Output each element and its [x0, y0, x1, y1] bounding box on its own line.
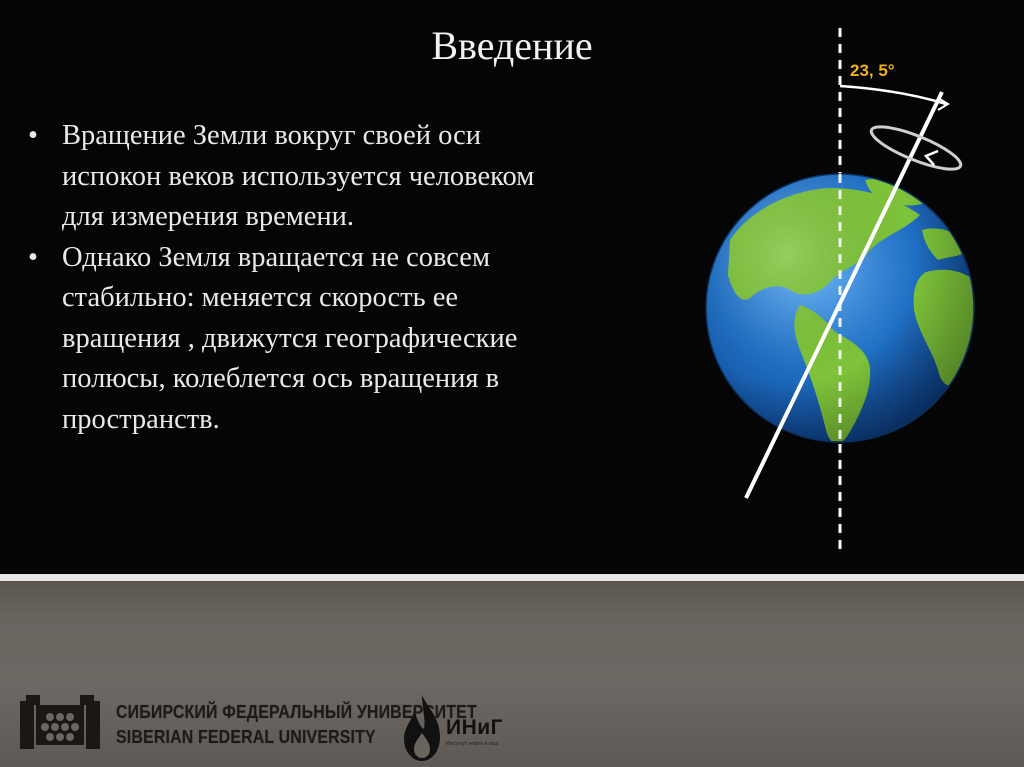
footer-divider: [0, 574, 1024, 581]
flame-logo-icon: [400, 693, 444, 763]
bullet-item: [26, 116, 666, 238]
university-name-ru: СИБИРСКИЙ ФЕДЕРАЛЬНЫЙ УНИВЕРСИТЕТ: [116, 701, 477, 722]
tilt-angle-label: 23, 5°: [850, 61, 895, 80]
bullet-marker: •: [28, 120, 38, 151]
bullet-list: [26, 116, 666, 440]
earth-axis-illustration: [690, 20, 1010, 560]
university-name-en: SIBERIAN FEDERAL UNIVERSITY: [116, 726, 376, 747]
slide-title: Введение: [431, 23, 593, 68]
rotation-arrow-icon: [926, 151, 938, 165]
footer-band: [0, 581, 1024, 767]
bullet-line: полюсы, колеблется ось вращения в: [62, 363, 500, 394]
bullet-line: стабильно: меняется скорость ее: [62, 282, 459, 313]
institute-subtitle: Институт нефти и газа: [446, 741, 499, 747]
bullet-line: для измерения времени.: [62, 201, 355, 232]
institute-abbr: ИНиГ: [446, 716, 504, 739]
sfu-logo-icon: [20, 691, 108, 753]
bullet-line: испокон веков используется человеком: [62, 160, 535, 192]
tilt-angle-arc: [840, 86, 946, 104]
earth-globe: [706, 174, 982, 444]
bullet-item: [26, 238, 666, 441]
bullet-line: Однако Земля вращается не совсем: [62, 241, 490, 273]
bullet-line: пространств.: [62, 403, 220, 435]
bullet-marker: •: [28, 241, 38, 273]
bullet-line: вращения , движутся географические: [62, 322, 518, 354]
bullet-line: Вращение Земли вокруг своей оси: [62, 120, 482, 151]
